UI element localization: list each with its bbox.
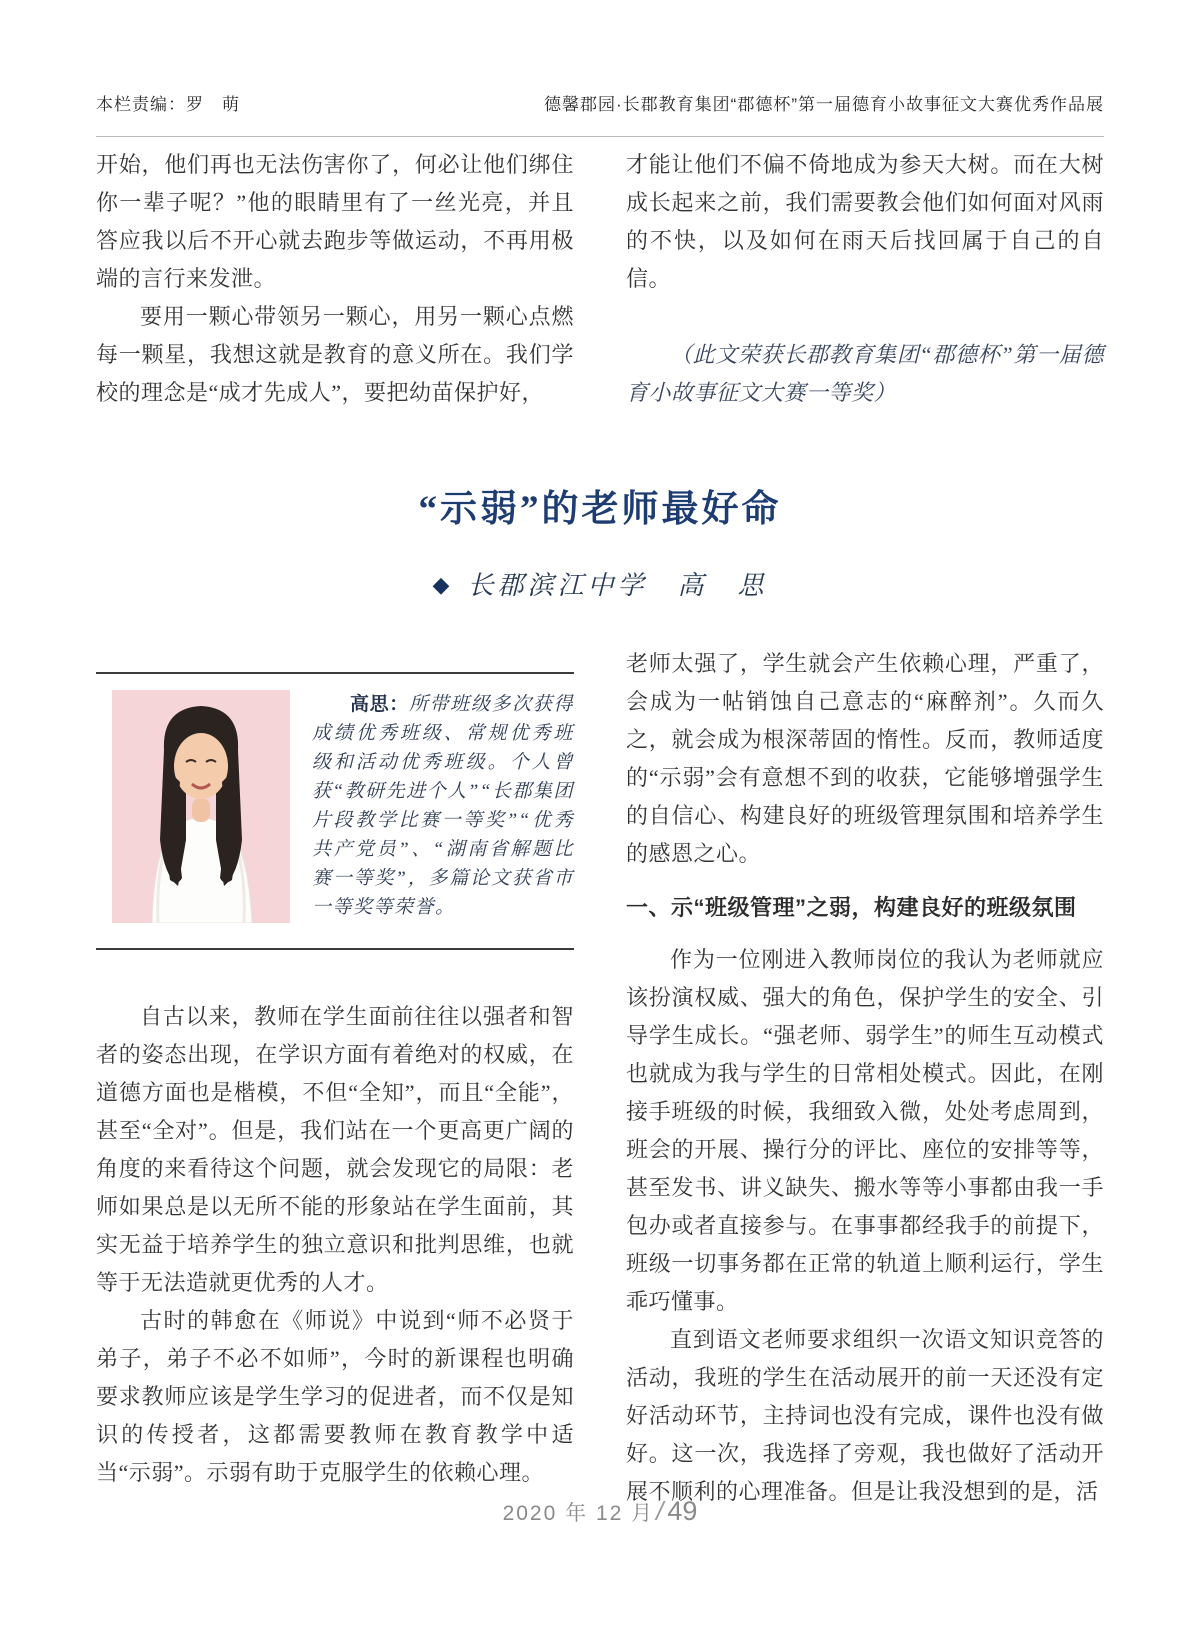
paragraph: 老师太强了，学生就会产生依赖心理，严重了，会成为一帖销蚀自己意志的“麻醉剂”。久而久之，就会成为根深蒂固的惰性。反而，教师适度的“示弱”会有意想不到的收获，它能够增强学生的自信心、构建良好的班级管理氛围和培养学生的感恩之心。 bbox=[626, 651, 1104, 866]
award-note: （此文荣获长郡教育集团“郡德杯”第一届德育小故事征文大赛一等奖） bbox=[626, 342, 1104, 405]
author-line bbox=[0, 565, 1200, 602]
paragraph: 要用一颗心带领另一颗心，用另一颗心点燃每一颗星，我想这就是教育的意义所在。我们学校的理念是“成才先成人”，要把幼苗保护好， bbox=[96, 304, 574, 405]
page-footer bbox=[0, 1496, 1200, 1527]
page-header bbox=[96, 90, 1104, 115]
author-bio-body: 所带班级多次获得成绩优秀班级、常规优秀班级和活动优秀班级。个人曾获“教研先进个人”“长郡集团片段教学比赛一等奖”“优秀共产党员”、“湖南省解题比赛一等奖”，多篇论文获省市一等奖等荣誉。 bbox=[312, 694, 574, 918]
article-right-column bbox=[626, 645, 1104, 1511]
author-photo bbox=[112, 690, 290, 928]
paragraph: 直到语文老师要求组织一次语文知识竞答的活动，我班的学生在活动展开的前一天还没有定好活动环节，主持词也没有完成，课件也没有做好。这一次，我选择了旁观，我也做好了活动开展不顺利的心理准备。但是让我没想到的是，活 bbox=[626, 1327, 1104, 1504]
section-heading-1: 一、示“班级管理”之弱，构建良好的班级氛围 bbox=[626, 895, 1077, 920]
paragraph: 开始，他们再也无法伤害你了，何必让他们绑住你一辈子呢？”他的眼睛里有了一丝光亮，并且答应我以后不开心就去跑步等做运动，不再用极端的言行来发泄。 bbox=[96, 152, 574, 291]
footer-page-number: 49 bbox=[667, 1496, 698, 1526]
article-left-column bbox=[96, 998, 574, 1492]
header-divider bbox=[96, 136, 1104, 137]
article-title: “示弱”的老师最好命 bbox=[418, 489, 782, 530]
paragraph: 古时的韩愈在《师说》中说到“师不必贤于弟子，弟子不必不如师”，今时的新课程也明确要求教师应该是学生学习的促进者，而不仅是知识的传授者，这都需要教师在教育教学中适当“示弱”。示弱有助于克服学生的依赖心理。 bbox=[96, 1308, 574, 1485]
header-banner: 德馨郡园·长郡教育集团“郡德杯”第一届德育小故事征文大赛优秀作品展 bbox=[544, 95, 1104, 114]
diamond-bullet-icon: ◆ bbox=[432, 572, 450, 597]
paragraph: 才能让他们不偏不倚地成为参天大树。而在大树成长起来之前，我们需要教会他们如何面对风雨的不快，以及如何在雨天后找回属于自己的自信。 bbox=[626, 152, 1104, 291]
prev-article-right-column bbox=[626, 146, 1104, 412]
footer-date: 2020 年 12 月 bbox=[502, 1502, 655, 1525]
author-portrait-illustration bbox=[112, 690, 290, 923]
prev-article-left-column bbox=[96, 146, 574, 412]
paragraph: 作为一位刚进入教师岗位的我认为老师就应该扮演权威、强大的角色，保护学生的安全、引导学生成长。“强老师、弱学生”的师生互动模式也就成为我与学生的日常相处模式。因此，在刚接手班级的时候，我细致入微，处处考虑周到，班会的开展、操行分的评比、座位的安排等等，甚至发书、讲义缺失、搬水等等小事都由我一手包办或者直接参与。在事事都经我手的前提下，班级一切事务都在正常的轨道上顺利运行，学生乖巧懂事。 bbox=[626, 947, 1104, 1314]
column-editor-label: 本栏责编：罗 萌 bbox=[96, 95, 240, 114]
paragraph: 自古以来，教师在学生面前往往以强者和智者的姿态出现，在学识方面有着绝对的权威，在道德方面也是楷模，不但“全知”，而且“全能”，甚至“全对”。但是，我们站在一个更高更广阔的角度的来看待这个问题，就会发现它的局限：老师如果总是以无所不能的形象站在学生面前，其实无益于培养学生的独立意识和批判思维，也就等于无法造就更优秀的人才。 bbox=[96, 1004, 574, 1295]
author-bio-text bbox=[312, 690, 574, 928]
author-affiliation-name: 长郡滨江中学 高 思 bbox=[467, 571, 768, 600]
footer-separator: / bbox=[656, 1496, 666, 1526]
author-bio-box bbox=[96, 672, 574, 950]
author-name-label: 高思： bbox=[350, 694, 409, 715]
